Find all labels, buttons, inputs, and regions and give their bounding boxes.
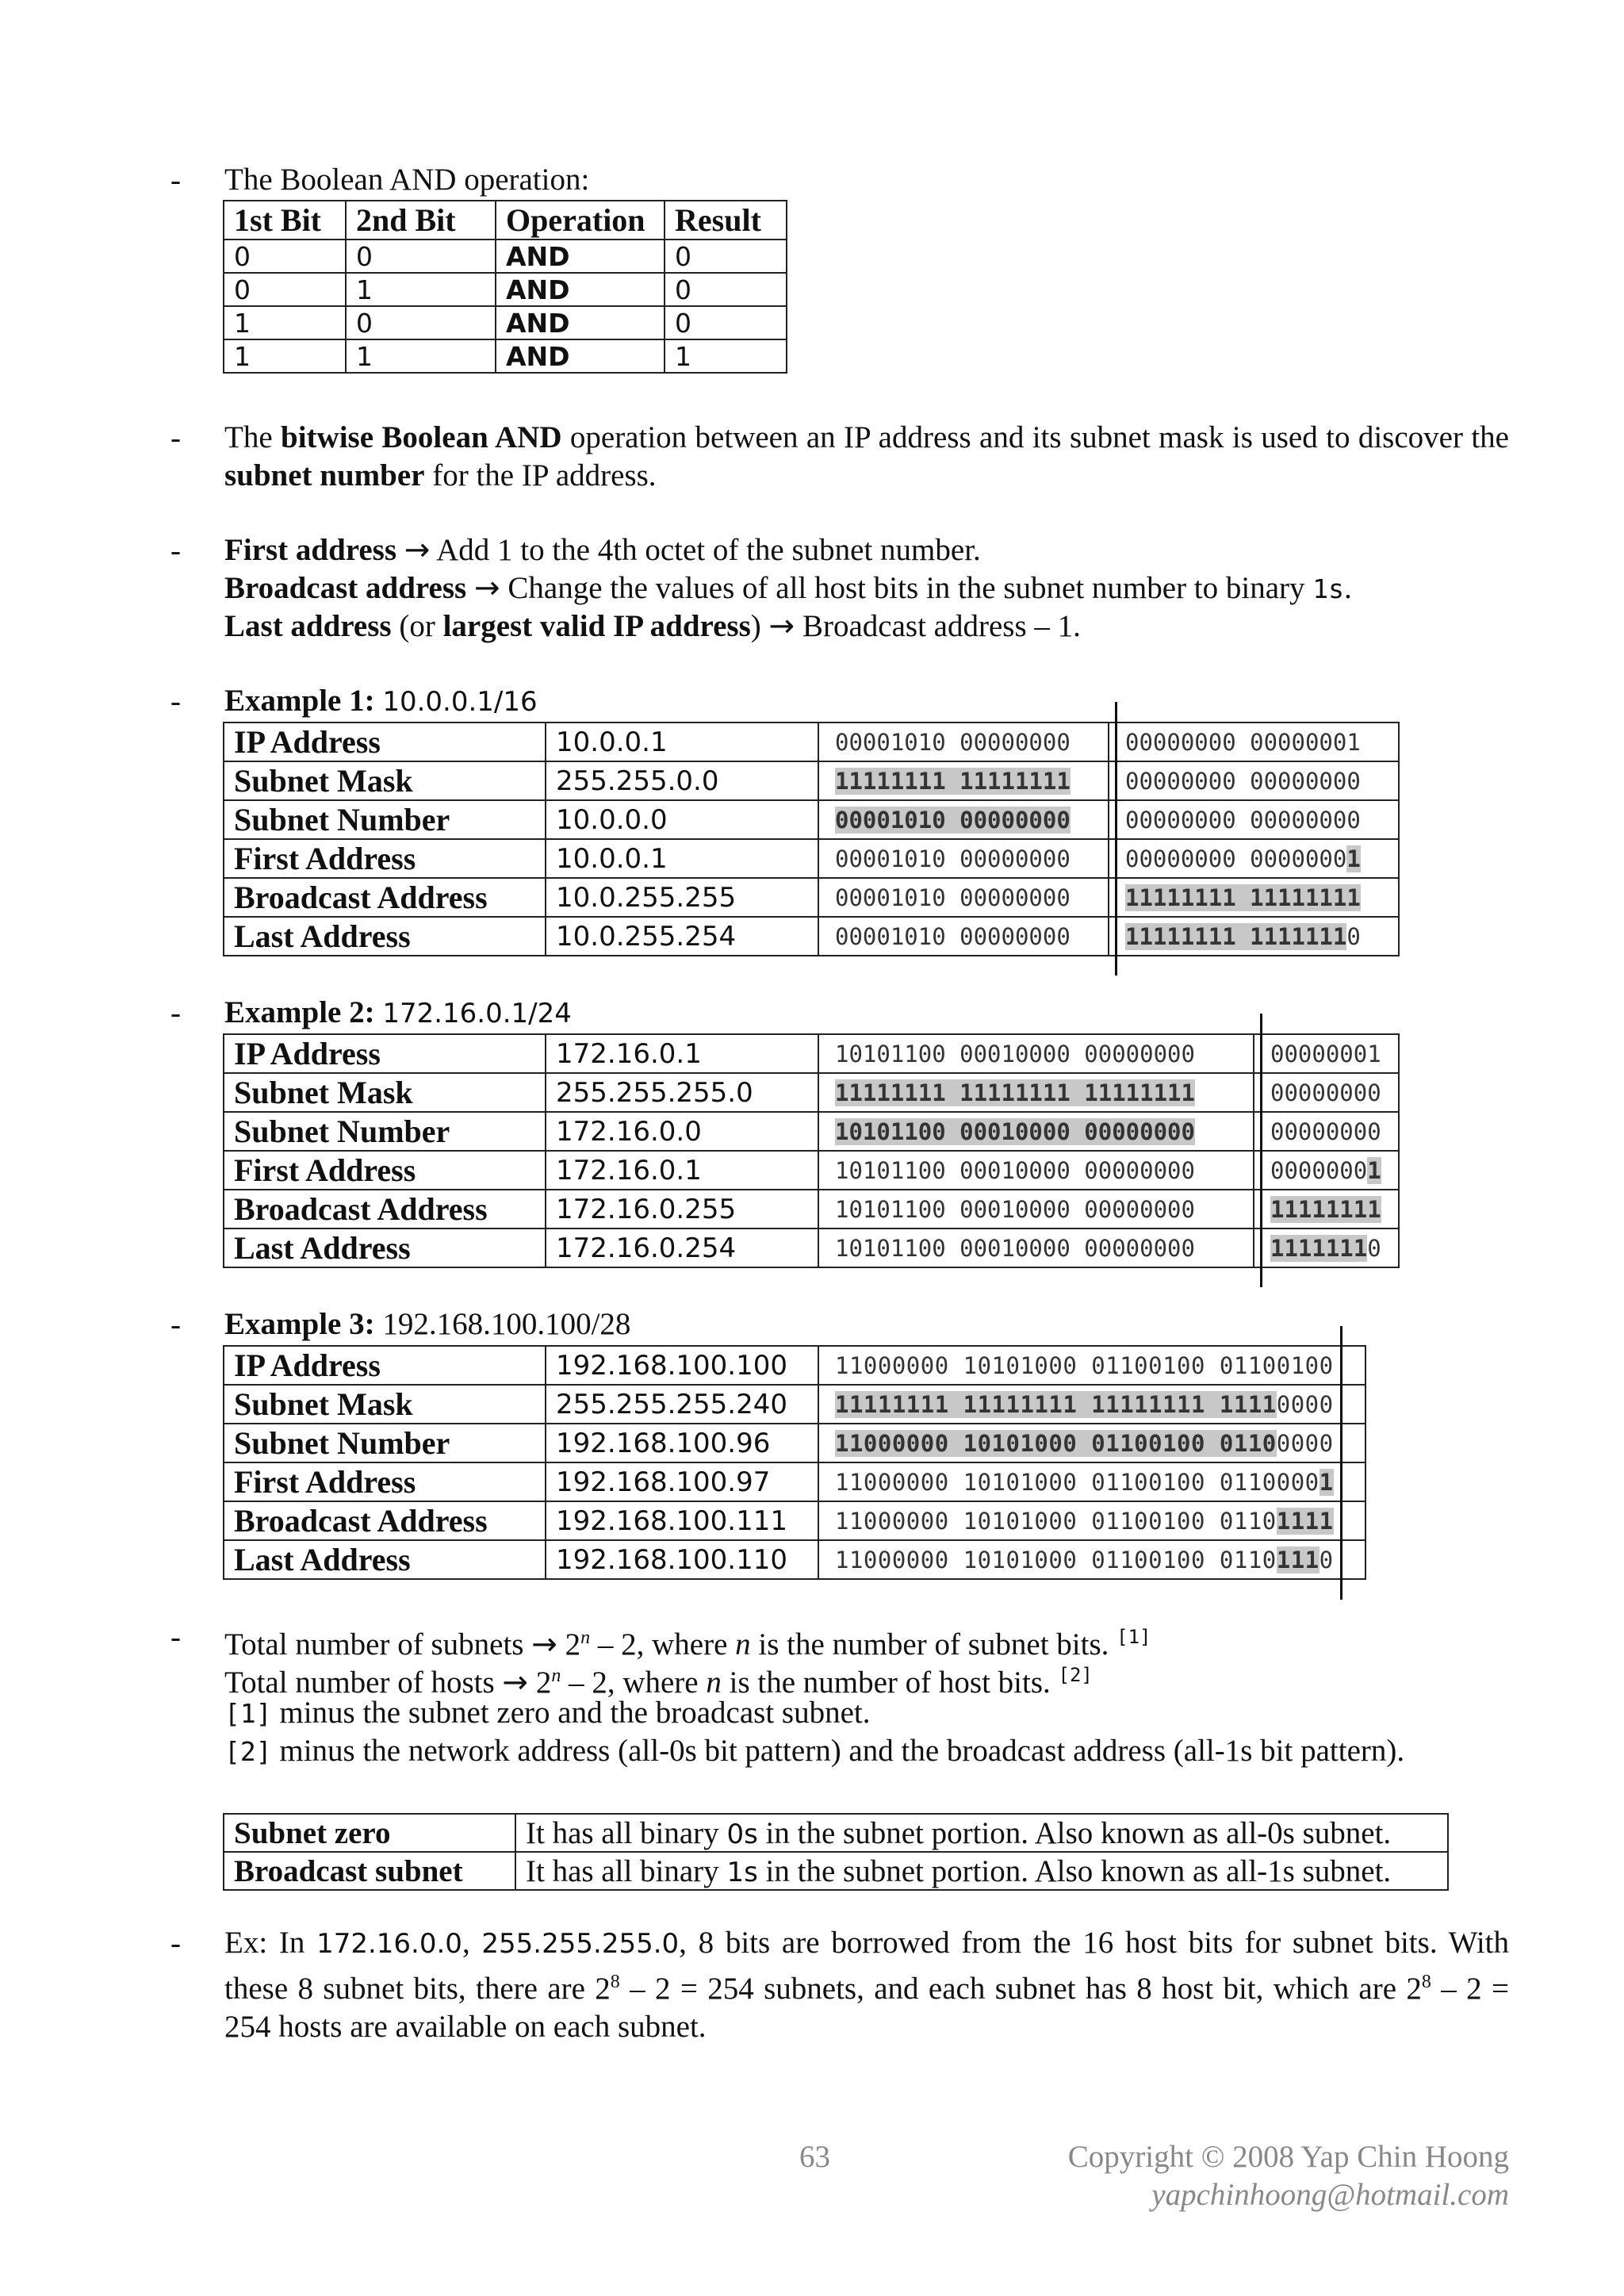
- network-host-divider: [1115, 702, 1117, 976]
- bool-intro: The Boolean AND operation:: [224, 163, 590, 197]
- table-row: Subnet Number 10.0.0.0 00001010 00000000 00000000 00000000: [224, 800, 1399, 839]
- bullet: -: [170, 163, 181, 197]
- table-header: 1st Bit: [224, 201, 346, 240]
- example-3-heading: Example 3: 192.168.100.100/28: [224, 1307, 631, 1341]
- table-cell: 1: [224, 339, 346, 373]
- table-row: First Address 10.0.0.1 00001010 00000000 00000000 00000001: [224, 839, 1399, 878]
- example-2-heading: Example 2: 172.16.0.1/24: [224, 995, 572, 1029]
- table-cell: 0: [665, 273, 787, 306]
- table-row: Last Address 172.16.0.254 10101100 00010000 00000000 11111110: [224, 1228, 1399, 1267]
- arrow-icon: →: [502, 1665, 529, 1700]
- table-row: IP Address 10.0.0.1 00001010 00000000 00000000 00000001: [224, 723, 1399, 761]
- table-header: 2nd Bit: [346, 201, 496, 240]
- last-address-rule: Last address (or largest valid IP address) → Broadcast address – 1.: [224, 608, 1081, 644]
- arrow-icon: →: [768, 608, 795, 644]
- example-paragraph: Ex: In 172.16.0.0, 255.255.255.0, 8 bits are borrowed from the 16 host bits for subnet bits. With these 8 subnet bits, there are $2^8 - 2 = 254$ subnets, and each subnet has 8 host bit, which are $2^8 - 2 = 254$ hosts are available on each subnet.: [224, 1926, 1509, 2044]
- author-email: yapchinhoong@hotmail.com: [1151, 2178, 1509, 2212]
- table-cell: 0: [665, 306, 787, 339]
- table-row: Subnet Number 172.16.0.0 10101100 00010000 00000000 00000000: [224, 1112, 1399, 1151]
- bullet: -: [170, 534, 181, 568]
- bitwise-paragraph: The bitwise Boolean AND operation between an IP address and its subnet mask is used to discover the subnet number for the IP address.: [224, 420, 1509, 493]
- table-row: Last Address 10.0.255.254 00001010 00000000 11111111 11111110: [224, 917, 1399, 956]
- table-cell: 0: [665, 240, 787, 273]
- arrow-icon: →: [404, 532, 431, 568]
- table-row: Broadcast Address 172.16.0.255 10101100 00010000 00000000 11111111: [224, 1190, 1399, 1228]
- table-row: Subnet Number 192.168.100.96 11000000 10101000 01100100 01100000: [224, 1424, 1365, 1462]
- table-row: [224, 273, 787, 306]
- table-row: [224, 240, 787, 273]
- first-address-rule: First address → Add 1 to the 4th octet of the subnet number.: [224, 532, 981, 568]
- broadcast-address-rule: Broadcast address → Change the values of all host bits in the subnet number to binary 1s.: [224, 570, 1352, 606]
- table-cell: 0: [224, 240, 346, 273]
- table-row: Subnet Mask 255.255.255.240 11111111 11111111 11111111 11110000: [224, 1385, 1365, 1424]
- subnet-definition-table: [223, 1813, 1449, 1891]
- arrow-icon: →: [473, 570, 500, 606]
- network-host-divider: [1340, 1326, 1342, 1600]
- table-cell: 1: [346, 273, 496, 306]
- table-cell: 0: [346, 306, 496, 339]
- note-2: [2] minus the network address (all-0s bit pattern) and the broadcast address (all-1s bit pattern).: [224, 1734, 1405, 1768]
- example-3-table: [223, 1345, 1366, 1580]
- table-cell: AND: [496, 273, 665, 306]
- table-row: Last Address 192.168.100.110 11000000 10101000 01100100 01101110: [224, 1540, 1365, 1579]
- bullet: -: [170, 684, 181, 719]
- example-1-table: [223, 722, 1400, 956]
- table-row: [224, 339, 787, 373]
- bullet: -: [170, 1308, 181, 1342]
- table-row: IP Address 192.168.100.100 11000000 10101000 01100100 01100100: [224, 1346, 1365, 1385]
- bullet: -: [170, 1926, 181, 1961]
- table-cell: AND: [496, 339, 665, 373]
- table-row: Broadcast Address 10.0.255.255 00001010 00000000 11111111 11111111: [224, 878, 1399, 917]
- example-2-table: [223, 1033, 1400, 1268]
- network-host-divider: [1260, 1014, 1262, 1287]
- table-row: Subnet Mask 255.255.0.0 11111111 11111111 00000000 00000000: [224, 761, 1399, 800]
- table-cell: 0: [224, 273, 346, 306]
- example-1-heading: Example 1: 10.0.0.1/16: [224, 684, 538, 718]
- table-row: Broadcast Address 192.168.100.111 11000000 10101000 01100100 01101111: [224, 1501, 1365, 1540]
- table-cell: 0: [346, 240, 496, 273]
- table-row: Subnet Mask 255.255.255.0 11111111 11111111 11111111 00000000: [224, 1073, 1399, 1112]
- total-hosts: Total number of hosts → $2^n - 2$, where n is the number of host bits. [2]: [224, 1664, 1093, 1700]
- table-row: [224, 306, 787, 339]
- bullet: -: [170, 996, 181, 1030]
- table-row: Subnet zero It has all binary 0s in the subnet portion. Also known as all-0s subnet.: [224, 1814, 1448, 1852]
- table-header: Result: [665, 201, 787, 240]
- table-row: IP Address 172.16.0.1 10101100 00010000 00000000 00000001: [224, 1034, 1399, 1073]
- note-1: [1] minus the subnet zero and the broadcast subnet.: [224, 1696, 871, 1730]
- table-cell: 1: [665, 339, 787, 373]
- table-cell: AND: [496, 306, 665, 339]
- table-row: First Address 172.16.0.1 10101100 00010000 00000000 00000001: [224, 1151, 1399, 1190]
- table-cell: AND: [496, 240, 665, 273]
- page-number: 63: [799, 2140, 830, 2174]
- bullet: -: [170, 1620, 181, 1654]
- table-row: First Address 192.168.100.97 11000000 10101000 01100100 01100001: [224, 1462, 1365, 1501]
- copyright: Copyright © 2008 Yap Chin Hoong: [1067, 2140, 1509, 2174]
- boolean-and-table: [223, 200, 787, 374]
- table-cell: 1: [346, 339, 496, 373]
- total-subnets: Total number of subnets → $2^n - 2$, where n is the number of subnet bits. [1]: [224, 1626, 1151, 1662]
- table-header: Operation: [496, 201, 665, 240]
- table-cell: 1: [224, 306, 346, 339]
- bullet: -: [170, 421, 181, 455]
- table-row: Broadcast subnet It has all binary 1s in the subnet portion. Also known as all-1s subnet.: [224, 1852, 1448, 1890]
- arrow-icon: →: [531, 1627, 557, 1662]
